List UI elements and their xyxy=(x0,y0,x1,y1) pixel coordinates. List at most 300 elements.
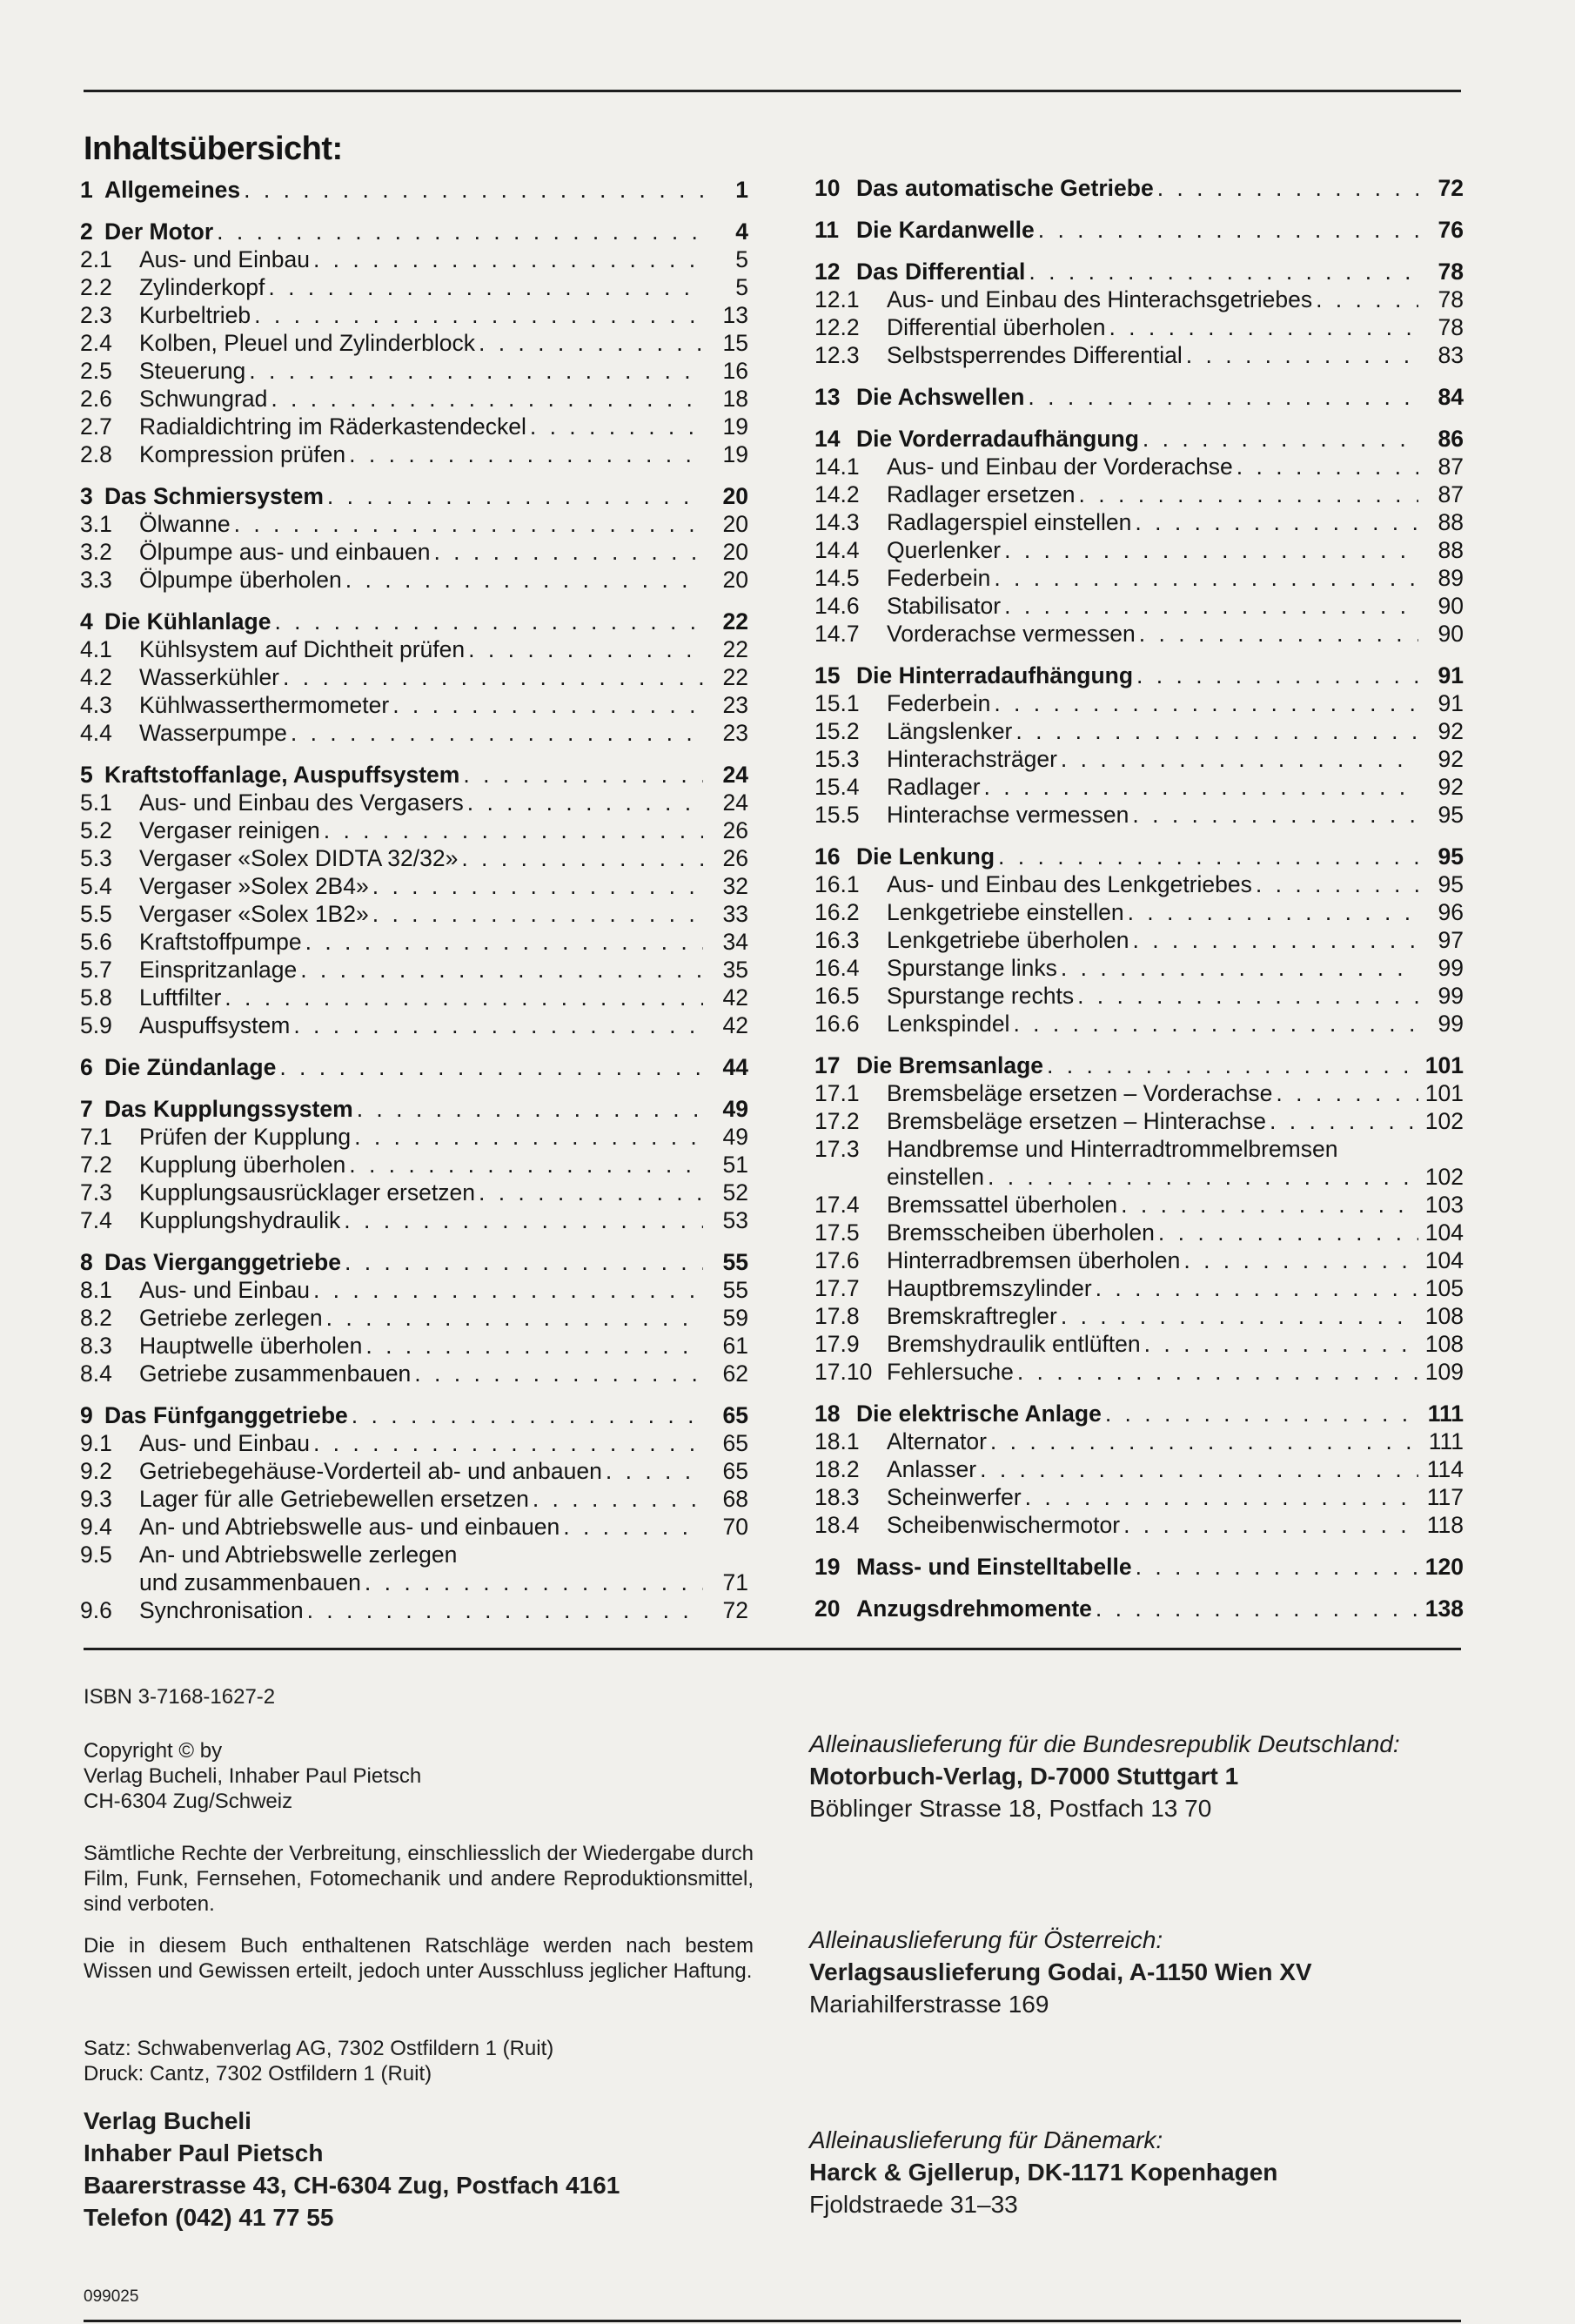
toc-number: 11 xyxy=(814,217,840,243)
toc-section xyxy=(814,620,1464,648)
copyright-line: CH-6304 Zug/Schweiz xyxy=(84,1790,293,1813)
toc-section xyxy=(814,954,1464,982)
toc-title: Fehlersuche xyxy=(887,1359,1014,1385)
toc-section xyxy=(80,1360,748,1387)
toc-section xyxy=(814,1358,1464,1386)
toc-title: Aus- und Einbau des Vergasers xyxy=(139,789,464,816)
toc-page: 62 xyxy=(722,1360,748,1387)
toc-page: 42 xyxy=(722,984,748,1011)
toc-page: 65 xyxy=(722,1402,748,1428)
toc-title: Das Fünfganggetriebe xyxy=(104,1402,348,1428)
toc-chapter xyxy=(814,662,1464,689)
toc-section xyxy=(80,928,748,956)
rights-notice: Sämtliche Rechte der Verbreitung, einschliesslich der Wiedergabe durch Film, Funk, Fernsehen, Fotomechanik und andere Reproduktionsmittel, sind verboten. xyxy=(84,1842,754,1916)
toc-number: 9.5 xyxy=(80,1541,112,1568)
toc-number: 5.2 xyxy=(80,817,112,843)
toc-section xyxy=(814,870,1464,898)
toc-title: Das Differential xyxy=(856,259,1026,285)
toc-section xyxy=(814,453,1464,480)
toc-page: 99 xyxy=(1438,983,1464,1009)
toc-number: 8.2 xyxy=(80,1305,112,1331)
publisher-block xyxy=(84,2105,620,2233)
toc-title: Radlager xyxy=(887,774,981,800)
toc-page: 34 xyxy=(722,929,748,955)
toc-section xyxy=(814,1330,1464,1358)
toc-title: Wasserpumpe xyxy=(139,720,287,746)
toc-page: 97 xyxy=(1438,927,1464,953)
toc-title: Vergaser «Solex 1B2» xyxy=(139,901,369,927)
toc-number: 1 xyxy=(80,177,93,203)
toc-page: 103 xyxy=(1424,1192,1464,1218)
top-rule xyxy=(84,90,1461,92)
toc-section xyxy=(80,900,748,928)
toc-page: 101 xyxy=(1424,1080,1464,1106)
toc-page: 88 xyxy=(1438,509,1464,535)
toc-title: Lenkgetriebe überholen xyxy=(887,927,1129,953)
toc-title: Hinterradbremsen überholen xyxy=(887,1247,1181,1273)
toc-page: 120 xyxy=(1424,1554,1464,1580)
toc-chapter xyxy=(814,843,1464,870)
toc-section xyxy=(814,1302,1464,1330)
toc-section xyxy=(814,689,1464,717)
toc-page: 78 xyxy=(1438,259,1464,285)
toc-page: 87 xyxy=(1438,481,1464,507)
toc-title: Längslenker xyxy=(887,718,1013,744)
toc-title: Die Kardanwelle xyxy=(856,217,1035,243)
toc-section xyxy=(814,1455,1464,1483)
toc-page: 18 xyxy=(722,386,748,412)
toc-title: Kraftstoffpumpe xyxy=(139,929,302,955)
toc-title-continued: einstellen xyxy=(887,1164,984,1190)
toc-page: 22 xyxy=(722,664,748,690)
publisher-line: Baarerstrasse 43, CH-6304 Zug, Postfach 4161 xyxy=(84,2172,620,2199)
toc-number: 8 xyxy=(80,1249,93,1275)
toc-page: 87 xyxy=(1438,453,1464,480)
toc-title: Hinterachsträger xyxy=(887,746,1057,772)
toc-title: Luftfilter xyxy=(139,984,222,1011)
toc-section xyxy=(814,1427,1464,1455)
toc-number: 17.3 xyxy=(814,1136,860,1162)
toc-title-continued: und zusammenbauen xyxy=(139,1569,361,1595)
toc-chapter xyxy=(814,174,1464,202)
toc-number: 16.4 xyxy=(814,955,860,981)
toc-number: 14.1 xyxy=(814,453,860,480)
toc-page: 65 xyxy=(722,1458,748,1484)
toc-section xyxy=(814,536,1464,564)
toc-number: 10 xyxy=(814,175,841,201)
toc-number: 6 xyxy=(80,1054,93,1080)
toc-number: 2.6 xyxy=(80,386,112,412)
toc-section xyxy=(80,1011,748,1039)
toc-page: 26 xyxy=(722,817,748,843)
toc-number: 15.5 xyxy=(814,802,860,828)
toc-title: Der Motor xyxy=(104,218,214,245)
toc-title: Lenkgetriebe einstellen xyxy=(887,899,1124,925)
toc-chapter xyxy=(814,1553,1464,1581)
toc-number: 5.7 xyxy=(80,957,112,983)
toc-section xyxy=(814,1219,1464,1246)
toc-number: 7.4 xyxy=(80,1207,112,1233)
toc-page: 91 xyxy=(1438,662,1464,688)
toc-page: 91 xyxy=(1438,690,1464,716)
toc-number: 12.2 xyxy=(814,314,860,340)
toc-chapter xyxy=(80,1053,748,1081)
toc-section xyxy=(814,564,1464,592)
toc-title: Hinterachse vermessen xyxy=(887,802,1129,828)
toc-title: Kühlsystem auf Dichtheit prüfen xyxy=(139,636,466,662)
toc-chapter xyxy=(80,176,748,204)
copyright-line: Verlag Bucheli, Inhaber Paul Pietsch xyxy=(84,1764,422,1788)
toc-section xyxy=(80,245,748,273)
toc-title: Einspritzanlage xyxy=(139,957,298,983)
toc-page: 42 xyxy=(722,1012,748,1038)
toc-title: Das automatische Getriebe xyxy=(856,175,1154,201)
toc-section xyxy=(814,745,1464,773)
toc-title: Differential überholen xyxy=(887,314,1106,340)
toc-section xyxy=(80,956,748,984)
toc-title: An- und Abtriebswelle aus- und einbauen xyxy=(139,1514,560,1540)
toc-page: 61 xyxy=(722,1333,748,1359)
toc-page: 99 xyxy=(1438,1011,1464,1037)
toc-number: 15.4 xyxy=(814,774,860,800)
toc-title: Das Schmiersystem xyxy=(104,483,324,509)
toc-title: Aus- und Einbau xyxy=(139,1430,310,1456)
toc-page: 20 xyxy=(722,511,748,537)
toc-title: Radlagerspiel einstellen xyxy=(887,509,1132,535)
toc-number: 14.3 xyxy=(814,509,860,535)
toc-page: 5 xyxy=(735,274,748,300)
toc-number: 8.4 xyxy=(80,1360,112,1387)
toc-number: 14.7 xyxy=(814,621,860,647)
toc-chapter xyxy=(80,761,748,789)
toc-left-column xyxy=(80,176,748,1624)
bottom-rule xyxy=(84,2320,1461,2322)
toc-page: 20 xyxy=(722,483,748,509)
toc-page: 109 xyxy=(1424,1359,1464,1385)
toc-page: 20 xyxy=(722,539,748,565)
toc-page: 95 xyxy=(1438,871,1464,897)
toc-page: 22 xyxy=(722,608,748,635)
copyright-block xyxy=(84,1738,421,1814)
toc-number: 9.2 xyxy=(80,1458,112,1484)
toc-number: 16.5 xyxy=(814,983,860,1009)
toc-page: 99 xyxy=(1438,955,1464,981)
toc-section xyxy=(814,773,1464,801)
toc-chapter xyxy=(80,1401,748,1429)
toc-number: 9.6 xyxy=(80,1597,112,1623)
toc-title: Prüfen der Kupplung xyxy=(139,1124,352,1150)
toc-title: Kupplungsausrücklager ersetzen xyxy=(139,1179,475,1206)
toc-number: 5.3 xyxy=(80,845,112,871)
toc-title: Getriebegehäuse-Vorderteil ab- und anbauen xyxy=(139,1458,602,1484)
toc-page: 26 xyxy=(722,845,748,871)
toc-page: 5 xyxy=(735,246,748,272)
toc-section xyxy=(80,789,748,816)
toc-number: 14.2 xyxy=(814,481,860,507)
toc-page: 49 xyxy=(722,1124,748,1150)
toc-section xyxy=(80,1429,748,1457)
toc-number: 5.1 xyxy=(80,789,112,816)
toc-number: 14.6 xyxy=(814,593,860,619)
toc-page: 105 xyxy=(1424,1275,1464,1301)
toc-title: Zylinderkopf xyxy=(139,274,265,300)
toc-page: 71 xyxy=(722,1569,748,1595)
toc-number: 12.1 xyxy=(814,286,860,312)
toc-number: 16.6 xyxy=(814,1011,860,1037)
toc-number: 3.1 xyxy=(80,511,112,537)
toc-page: 102 xyxy=(1424,1108,1464,1134)
toc-title: Kühlwasserthermometer xyxy=(139,692,390,718)
toc-title: Scheinwerfer xyxy=(887,1484,1022,1510)
toc-title: Hauptbremszylinder xyxy=(887,1275,1092,1301)
toc-page: 20 xyxy=(722,567,748,593)
toc-number: 9.4 xyxy=(80,1514,112,1540)
toc-chapter xyxy=(80,1248,748,1276)
distribution-austria: Alleinauslieferung für Österreich: Verlagsauslieferung Godai, A-1150 Wien XV Mariahilferstrasse 169 xyxy=(809,1926,1312,2018)
toc-section xyxy=(814,1274,1464,1302)
toc-title: Schwungrad xyxy=(139,386,268,412)
toc-section xyxy=(814,926,1464,954)
toc-number: 9 xyxy=(80,1402,93,1428)
toc-number: 17 xyxy=(814,1052,841,1078)
toc-section xyxy=(80,1151,748,1179)
toc-page: 72 xyxy=(1438,175,1464,201)
toc-page: 33 xyxy=(722,901,748,927)
toc-title: Vorderachse vermessen xyxy=(887,621,1136,647)
toc-title: Federbein xyxy=(887,690,991,716)
toc-title: Getriebe zusammenbauen xyxy=(139,1360,412,1387)
toc-section xyxy=(80,440,748,468)
toc-title: Hauptwelle überholen xyxy=(139,1333,363,1359)
toc-section xyxy=(80,538,748,566)
toc-title: Bremshydraulik entlüften xyxy=(887,1331,1141,1357)
toc-number: 14.4 xyxy=(814,537,860,563)
toc-number: 17.4 xyxy=(814,1192,860,1218)
toc-number: 9.1 xyxy=(80,1430,112,1456)
toc-number: 4.1 xyxy=(80,636,112,662)
toc-page: 32 xyxy=(722,873,748,899)
toc-title: Bremsbeläge ersetzen – Hinterachse xyxy=(887,1108,1267,1134)
toc-number: 8.1 xyxy=(80,1277,112,1303)
toc-section xyxy=(80,719,748,747)
toc-title: Die Hinterradaufhängung xyxy=(856,662,1134,688)
toc-title: Die Kühlanlage xyxy=(104,608,271,635)
toc-title: Die Lenkung xyxy=(856,843,995,870)
toc-chapter xyxy=(80,218,748,245)
toc-page: 92 xyxy=(1438,746,1464,772)
toc-section xyxy=(80,635,748,663)
toc-section xyxy=(80,984,748,1011)
toc-title: Ölwanne xyxy=(139,511,231,537)
toc-page: 15 xyxy=(722,330,748,356)
toc-number: 4.2 xyxy=(80,664,112,690)
toc-page: 88 xyxy=(1438,537,1464,563)
toc-title: An- und Abtriebswelle zerlegen xyxy=(139,1541,458,1568)
toc-title: Die Vorderradaufhängung xyxy=(856,426,1139,452)
toc-title: Aus- und Einbau xyxy=(139,246,310,272)
toc-number: 2.4 xyxy=(80,330,112,356)
toc-page: 19 xyxy=(722,413,748,440)
toc-number: 8.3 xyxy=(80,1333,112,1359)
toc-chapter xyxy=(814,383,1464,411)
toc-page: 51 xyxy=(722,1152,748,1178)
toc-page: 24 xyxy=(722,762,748,788)
liability-notice: Die in diesem Buch enthaltenen Ratschläge werden nach bestem Wissen und Gewissen erteilt, jedoch unter Ausschluss jeglicher Haftung. xyxy=(84,1934,754,1983)
toc-title: Alternator xyxy=(887,1428,987,1454)
toc-number: 19 xyxy=(814,1554,841,1580)
toc-section xyxy=(80,663,748,691)
toc-page: 96 xyxy=(1438,899,1464,925)
toc-title: Kurbeltrieb xyxy=(139,302,251,328)
toc-section xyxy=(814,717,1464,745)
toc-title: Stabilisator xyxy=(887,593,1002,619)
toc-page: 83 xyxy=(1438,342,1464,368)
toc-title: Getriebe zerlegen xyxy=(139,1305,323,1331)
toc-number: 17.7 xyxy=(814,1275,860,1301)
toc-title: Vergaser «Solex DIDTA 32/32» xyxy=(139,845,459,871)
toc-section xyxy=(80,1304,748,1332)
satz-line: Satz: Schwabenverlag AG, 7302 Ostfildern 1 (Ruit) xyxy=(84,2037,554,2060)
toc-page: 19 xyxy=(722,441,748,467)
toc-title: Das Vierganggetriebe xyxy=(104,1249,341,1275)
toc-number: 18 xyxy=(814,1400,841,1427)
isbn: ISBN 3-7168-1627-2 xyxy=(84,1685,276,1709)
toc-section xyxy=(814,1107,1464,1135)
toc-page: 111 xyxy=(1428,1428,1464,1454)
toc-section xyxy=(814,1010,1464,1038)
toc-number: 17.5 xyxy=(814,1219,860,1246)
toc-number: 12 xyxy=(814,259,841,285)
toc-page: 111 xyxy=(1427,1400,1464,1427)
toc-number: 5.6 xyxy=(80,929,112,955)
printing-credits xyxy=(84,2036,553,2086)
toc-section xyxy=(814,1246,1464,1274)
toc-title: Kraftstoffanlage, Auspuffsystem xyxy=(104,762,460,788)
toc-section xyxy=(80,1485,748,1513)
toc-page: 4 xyxy=(735,218,748,245)
toc-number: 5.9 xyxy=(80,1012,112,1038)
toc-section xyxy=(80,329,748,357)
print-code: 099025 xyxy=(84,2287,139,2306)
toc-number: 2.8 xyxy=(80,441,112,467)
toc-number: 2.3 xyxy=(80,302,112,328)
toc-title: Selbstsperrendes Differential xyxy=(887,342,1183,368)
toc-chapter xyxy=(814,1595,1464,1622)
toc-section xyxy=(814,341,1464,369)
toc-section xyxy=(80,273,748,301)
toc-right-column xyxy=(814,174,1464,1622)
toc-page: 84 xyxy=(1438,384,1464,410)
toc-number: 17.2 xyxy=(814,1108,860,1134)
toc-page: 104 xyxy=(1424,1247,1464,1273)
toc-number: 3.2 xyxy=(80,539,112,565)
toc-title: Scheibenwischermotor xyxy=(887,1512,1121,1538)
toc-title: Allgemeines xyxy=(104,177,241,203)
toc-number: 5.4 xyxy=(80,873,112,899)
toc-number: 3.3 xyxy=(80,567,112,593)
toc-number: 17.1 xyxy=(814,1080,860,1106)
toc-page: 55 xyxy=(722,1277,748,1303)
toc-page: 76 xyxy=(1438,217,1464,243)
toc-number: 3 xyxy=(80,483,93,509)
toc-section xyxy=(80,1123,748,1151)
toc-title: Bremsscheiben überholen xyxy=(887,1219,1155,1246)
toc-number: 2.2 xyxy=(80,274,112,300)
toc-number: 9.3 xyxy=(80,1486,112,1512)
toc-title: Kompression prüfen xyxy=(139,441,346,467)
toc-title: Kolben, Pleuel und Zylinderblock xyxy=(139,330,475,356)
toc-title: Vergaser »Solex 2B4» xyxy=(139,873,369,899)
toc-title: Die Achswellen xyxy=(856,384,1025,410)
middle-rule xyxy=(84,1648,1461,1650)
toc-page: 49 xyxy=(722,1096,748,1122)
toc-chapter xyxy=(814,216,1464,244)
toc-title: Die elektrische Anlage xyxy=(856,1400,1102,1427)
toc-section xyxy=(814,313,1464,341)
toc-chapter xyxy=(814,1400,1464,1427)
toc-number: 4.3 xyxy=(80,692,112,718)
toc-chapter xyxy=(80,1095,748,1123)
toc-number: 7 xyxy=(80,1096,93,1122)
toc-number: 2.5 xyxy=(80,358,112,384)
toc-page: 55 xyxy=(722,1249,748,1275)
toc-number: 13 xyxy=(814,384,841,410)
toc-section xyxy=(80,413,748,440)
toc-title: Ölpumpe überholen xyxy=(139,567,342,593)
toc-section xyxy=(80,566,748,594)
toc-title: Steuerung xyxy=(139,358,246,384)
toc-page: 23 xyxy=(722,720,748,746)
toc-page: 70 xyxy=(722,1514,748,1540)
toc-number: 4.4 xyxy=(80,720,112,746)
toc-number: 5.5 xyxy=(80,901,112,927)
toc-page: 104 xyxy=(1424,1219,1464,1246)
toc-page: 95 xyxy=(1438,802,1464,828)
toc-number: 15 xyxy=(814,662,841,688)
toc-number: 14 xyxy=(814,426,841,452)
toc-section xyxy=(80,1179,748,1206)
toc-title: Inhaltsübersicht: xyxy=(84,131,343,167)
toc-title: Auspuffsystem xyxy=(139,1012,291,1038)
toc-number: 17.6 xyxy=(814,1247,860,1273)
druck-line: Druck: Cantz, 7302 Ostfildern 1 (Ruit) xyxy=(84,2062,432,2086)
toc-page: 114 xyxy=(1426,1456,1464,1482)
toc-page: 138 xyxy=(1424,1595,1464,1622)
toc-page: 95 xyxy=(1438,843,1464,870)
toc-title: Querlenker xyxy=(887,537,1002,563)
toc-section xyxy=(80,816,748,844)
toc-chapter xyxy=(814,1051,1464,1079)
toc-title: Synchronisation xyxy=(139,1597,304,1623)
toc-section xyxy=(814,480,1464,508)
toc-section xyxy=(80,510,748,538)
toc-title: Anzugsdrehmomente xyxy=(856,1595,1092,1622)
toc-section xyxy=(814,1079,1464,1107)
toc-section xyxy=(80,1596,748,1624)
toc-section xyxy=(814,592,1464,620)
toc-page: 22 xyxy=(722,636,748,662)
toc-page: 59 xyxy=(722,1305,748,1331)
toc-number: 17.8 xyxy=(814,1303,860,1329)
toc-section xyxy=(80,1276,748,1304)
toc-section xyxy=(80,1541,748,1596)
toc-title: Aus- und Einbau xyxy=(139,1277,310,1303)
toc-page: 53 xyxy=(722,1207,748,1233)
toc-title: Bremssattel überholen xyxy=(887,1192,1118,1218)
toc-page: 102 xyxy=(1424,1164,1464,1190)
toc-section xyxy=(814,1191,1464,1219)
toc-number: 20 xyxy=(814,1595,841,1622)
